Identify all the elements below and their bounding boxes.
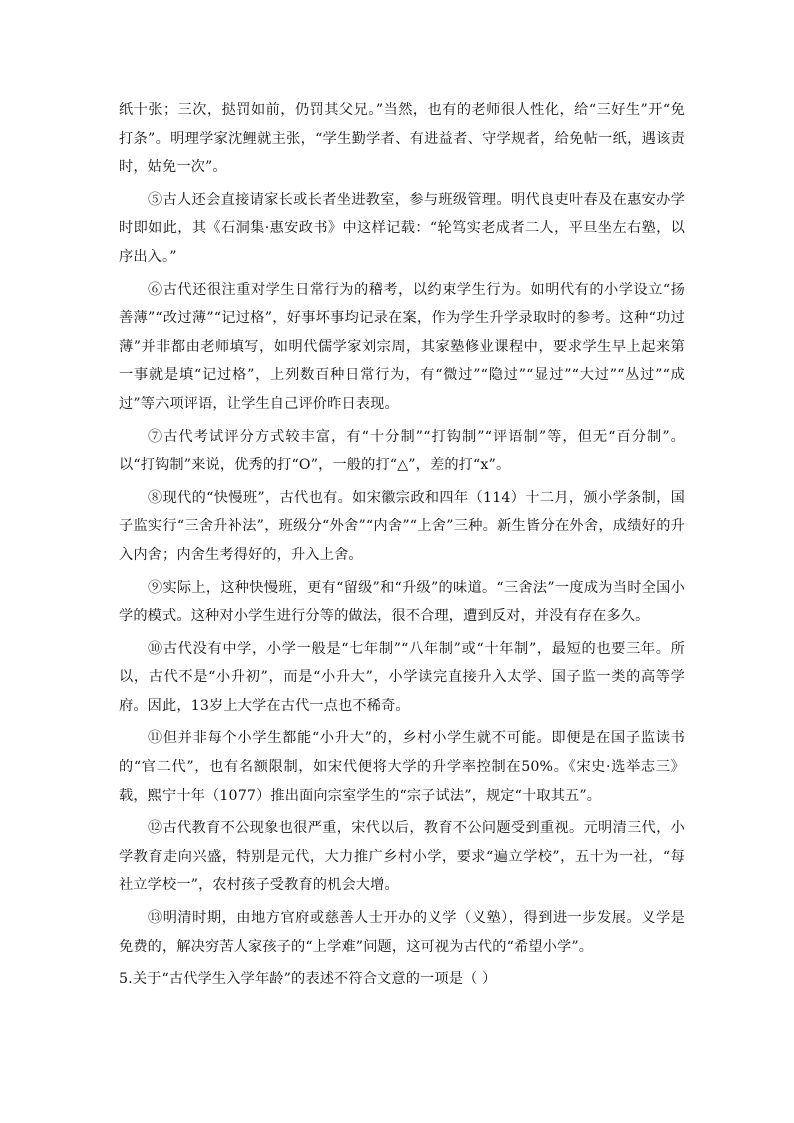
paragraph-10: ⑩古代没有中学，小学一般是“七年制”“八年制”或“十年制”，最短的也要三年。所以，古代不是“小升初”，而是“小升大”，小学读完直接升入太学、国子监一类的高等学府。因此，13岁上大学在古代一点也不稀奇。 xyxy=(119,640,685,714)
paragraph-11: ⑪但并非每个小学生都能“小升大”的，乡村小学生就不可能。即便是在国子监读书的“官二代”，也有名额限制，如宋代便将大学的升学率控制在50%。《宋史·选举志三》载，熙宁十年（1077）推出面向宗室学生的“宗子试法”，规定“十取其五”。 xyxy=(119,730,685,804)
paragraph-12: ⑫古代教育不公现象也很严重，宋代以后，教育不公问题受到重视。元明清三代，小学教育走向兴盛，特别是元代，大力推广乡村小学，要求“遍立学校”，五十为一社，“每社立学校一”，农村孩子受教育的机会大增。 xyxy=(119,820,685,894)
paragraph-continued: 纸十张；三次，挞罚如前，仍罚其父兄。”当然，也有的老师很人性化，给“三好生”开“免打条”。明理学家沈鲤就主张，“学生勤学者、有进益者、守学规者，给免帖一纸，遇该责时，姑免一次”。 xyxy=(119,102,685,176)
paragraph-9: ⑨实际上，这种快慢班，更有“留级”和“升级”的味道。“三舍法”一度成为当时全国小学的模式。这种对小学生进行分等的做法，很不合理，遭到反对，并没有存在多久。 xyxy=(119,579,685,625)
paragraph-5: ⑤古人还会直接请家长或长者坐进教室，参与班级管理。明代良吏叶春及在惠安办学时即如此，其《石洞集·惠安政书》中这样记载：“轮笃实老成者二人，平旦坐左右塾，以序出入。” xyxy=(119,191,685,265)
document-page xyxy=(119,96,685,994)
paragraph-8: ⑧现代的“快慢班”，古代也有。如宋徽宗政和四年（114）十二月，颁小学条制，国子监实行“三舍升补法”，班级分“外舍”“内舍”“上舍”三种。新生皆分在外舍，成绩好的升入内舍；内舍生考得好的，升入上舍。 xyxy=(119,489,685,563)
paragraph-13: ⑬明清时期，由地方官府或慈善人士开办的义学（义塾），得到进一步发展。义学是免费的，解决穷苦人家孩子的“上学难”问题，这可视为古代的“希望小学”。 xyxy=(119,910,685,955)
paragraph-7: ⑦古代考试评分方式较丰富，有“十分制”“打钩制”“评语制”等，但无“百分制”。以“打钩制”来说，优秀的打“O”，一般的打“△”，差的打“x”。 xyxy=(119,428,685,474)
paragraph-6: ⑥古代还很注重对学生日常行为的稽考，以约束学生行为。如明代有的小学设立“扬善薄”“改过薄”“记过格”，好事坏事均记录在案，作为学生升学录取时的参考。这种“功过薄”并非都由老师填写，如明代儒学家刘宗周，其家塾修业课程中，要求学生早上起来第一事就是填“记过格”，上列数百种日常行为，有“微过”“隐过”“显过”“大过”“丛过”“成过”等六项评语，让学生自己评价昨日表现。 xyxy=(119,281,685,412)
question-5: 5.关于“古代学生入学年龄”的表述不符合文意的一项是（ ） xyxy=(119,971,497,988)
